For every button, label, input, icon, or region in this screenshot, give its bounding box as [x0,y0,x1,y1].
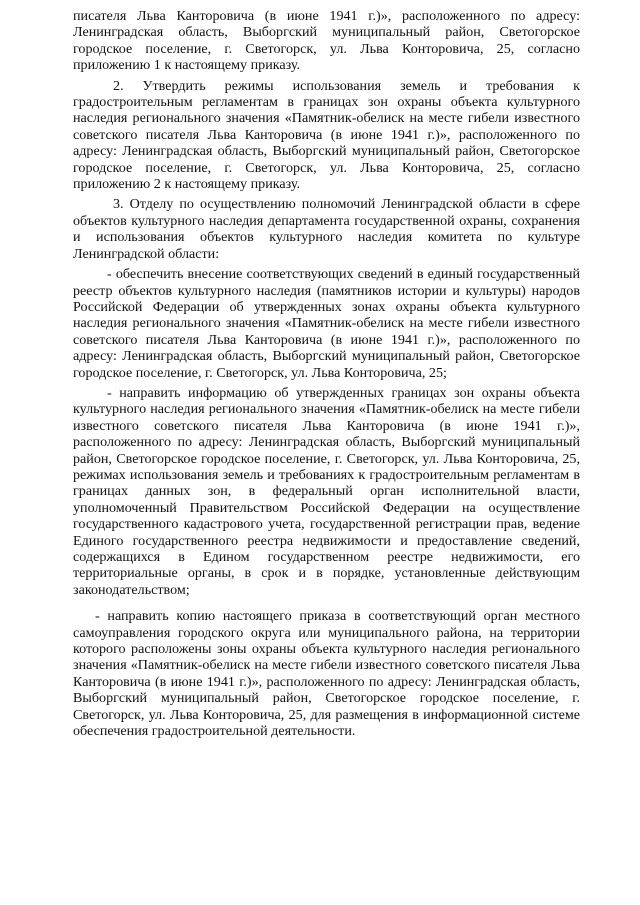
bullet-register-entry: - обеспечить внесение соответствующих сведений в единый государственный реестр объектов культурного наследия (памятников истории и культуры) народов Российской Федерации об утвержденных зонах охраны объекта культурного наследия регионального значения «Памятник-обелиск на месте гибели известного советского писателя Льва Канторовича (в июне 1941 г.)», расположенного по адресу: Ленинградская область, Выборгский муниципальный район, Светогорское городское поселение, г. Светогорск, ул. Льва Конторовича, 25; [73,266,580,381]
paragraph-item-3: 3. Отделу по осуществлению полномочий Ленинградской области в сфере объектов культурного наследия департамента государственной охраны, сохранения и использования объектов культурного наследия комитета по культуре Ленинградской области: [73,196,580,262]
paragraph-continuation: писателя Льва Канторовича (в июне 1941 г.)», расположенного по адресу: Ленинградская область, Выборгский муниципальный район, Светогорское городское поселение, г. Светогорск, ул. Льва Конторовича, 25, согласно приложению 1 к настоящему приказу. [73,8,580,74]
bullet-send-copy: - направить копию настоящего приказа в соответствующий орган местного самоуправления городского округа или муниципального района, на территории которого расположены зоны охраны объекта культурного наследия регионального значения «Памятник-обелиск на месте гибели известного советского писателя Льва Канторовича (в июне 1941 г.)», расположенного по адресу: Ленинградская область, Выборгский муниципальный район, Светогорское городское поселение, г. Светогорск, ул. Льва Конторовича, 25, для размещения в информационной системе обеспечения градостроительной деятельности. [73,608,580,740]
bullet-send-information: - направить информацию об утвержденных границах зон охраны объекта культурного наследия регионального значения «Памятник-обелиск на месте гибели известного советского писателя Льва Канторовича (в июне 1941 г.)», расположенного по адресу: Ленинградская область, Выборгский муниципальный район, Светогорское городское поселение, г. Светогорск, ул. Льва Конторовича, 25, режимах использования земель и требованиях к градостроительным регламентам в границах данных зон, в федеральный орган исполнительной власти, уполномоченный Правительством Российской Федерации на осуществление государственного кадастрового учета, государственной регистрации прав, ведение Единого государственного реестра недвижимости и предоставление сведений, содержащихся в Едином государственном реестре недвижимости, его территориальные органы, в срок и в порядке, установленные действующим законодательством; [73,384,580,598]
paragraph-item-2: 2. Утвердить режимы использования земель и требования к градостроительным регламентам в границах зон охраны объекта культурного наследия регионального значения «Памятник-обелиск на месте гибели известного советского писателя Льва Канторовича (в июне 1941 г.)», расположенного по адресу: Ленинградская область, Выборгский муниципальный район, Светогорское городское поселение, г. Светогорск, ул. Льва Конторовича, 25, согласно приложению 2 к настоящему приказу. [73,77,580,193]
